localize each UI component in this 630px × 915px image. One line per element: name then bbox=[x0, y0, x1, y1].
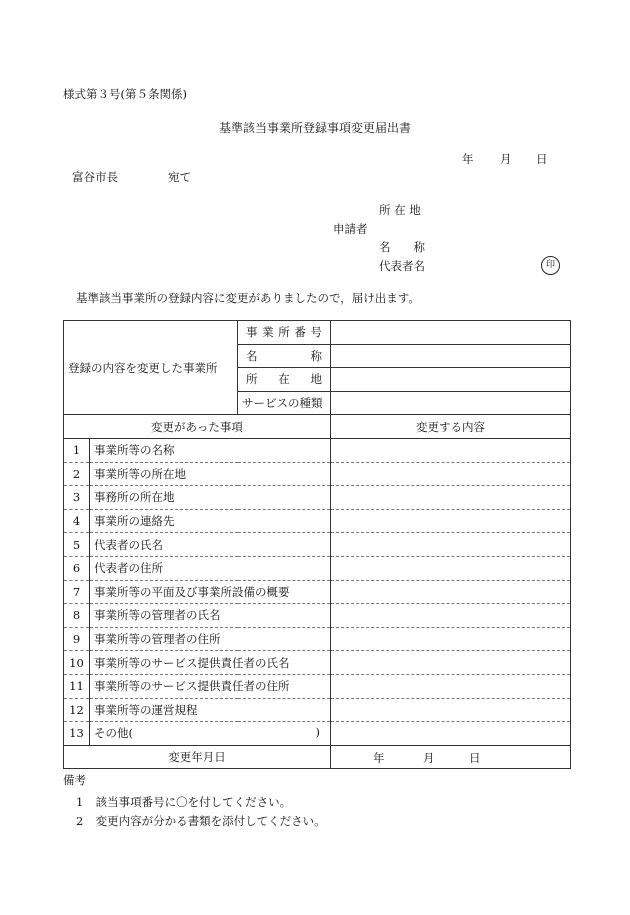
item-number[interactable]: 8 bbox=[64, 604, 90, 628]
changed-office-label: 登録の内容を変更した事業所 bbox=[64, 321, 238, 415]
statement-text: 基準該当事業所の登録内容に変更がありましたので，届け出ます。 bbox=[76, 291, 420, 305]
item-number[interactable]: 5 bbox=[64, 533, 90, 557]
item-number[interactable]: 3 bbox=[64, 486, 90, 510]
item-label: 事業所等の管理者の氏名 bbox=[90, 604, 331, 628]
date-month-label: 月 bbox=[500, 152, 512, 166]
item-label: 事務所の所在地 bbox=[90, 486, 331, 510]
table-row bbox=[64, 509, 571, 533]
note-item bbox=[76, 813, 326, 829]
date-year-label: 年 bbox=[462, 152, 474, 166]
service-type-label: サービスの種類 bbox=[238, 391, 331, 415]
change-date-year: 年 bbox=[373, 750, 385, 765]
applicant-label: 申請者 bbox=[333, 222, 368, 236]
applicant-address-label: 所 在 地 bbox=[379, 203, 421, 217]
change-date-field[interactable] bbox=[331, 745, 571, 769]
item-label: 代表者の住所 bbox=[90, 556, 331, 580]
table-row bbox=[64, 438, 571, 462]
change-date-month: 月 bbox=[423, 750, 435, 765]
item-label: 事業所等の所在地 bbox=[90, 462, 331, 486]
note-item bbox=[76, 794, 291, 810]
item-number[interactable]: 13 bbox=[64, 722, 90, 746]
item-content-field[interactable] bbox=[331, 438, 571, 462]
office-name-field[interactable] bbox=[331, 344, 571, 368]
item-content-field[interactable] bbox=[331, 580, 571, 604]
item-number[interactable]: 10 bbox=[64, 651, 90, 675]
applicant-name-label: 名 称 bbox=[379, 240, 425, 254]
item-content-field[interactable] bbox=[331, 627, 571, 651]
item-label: 事業所等の運営規程 bbox=[90, 698, 331, 722]
item-content-field[interactable] bbox=[331, 509, 571, 533]
office-address-label: 所 在 地 bbox=[238, 368, 331, 392]
item-number[interactable]: 1 bbox=[64, 438, 90, 462]
applicant-representative-label: 代表者名 bbox=[379, 259, 425, 273]
office-address-field[interactable] bbox=[331, 368, 571, 392]
note-number: 1 bbox=[76, 795, 84, 809]
item-label: 事業所等のサービス提供責任者の住所 bbox=[90, 674, 331, 698]
table-row bbox=[64, 722, 571, 746]
office-name-label: 名 称 bbox=[238, 344, 331, 368]
addressee bbox=[72, 169, 191, 185]
item-content-field[interactable] bbox=[331, 604, 571, 628]
item-number[interactable]: 9 bbox=[64, 627, 90, 651]
item-content-field[interactable] bbox=[331, 651, 571, 675]
item-number[interactable]: 2 bbox=[64, 462, 90, 486]
notes-title: 備考 bbox=[63, 773, 86, 787]
column-header-changed-items: 変更があった事項 bbox=[64, 415, 331, 439]
item-number[interactable]: 12 bbox=[64, 698, 90, 722]
service-type-field[interactable] bbox=[331, 391, 571, 415]
table-row bbox=[64, 556, 571, 580]
form-number: 様式第３号(第５条関係) bbox=[63, 87, 187, 101]
item-label: 事業所等のサービス提供責任者の氏名 bbox=[90, 651, 331, 675]
item-label: 事業所等の管理者の住所 bbox=[90, 627, 331, 651]
item-content-field[interactable] bbox=[331, 698, 571, 722]
office-number-label: 事 業 所 番 号 bbox=[238, 321, 331, 345]
note-text: 該当事項番号に〇を付してください。 bbox=[95, 795, 292, 809]
item-content-field[interactable] bbox=[331, 674, 571, 698]
item-number[interactable]: 6 bbox=[64, 556, 90, 580]
item-label: その他( bbox=[94, 726, 133, 741]
table-row bbox=[64, 533, 571, 557]
seal-mark: 印 bbox=[541, 256, 560, 275]
table-row bbox=[64, 674, 571, 698]
date-day-label: 日 bbox=[536, 152, 548, 166]
table-row bbox=[64, 698, 571, 722]
item-content-field[interactable] bbox=[331, 722, 571, 746]
item-label: 事業所等の平面及び事業所設備の概要 bbox=[90, 580, 331, 604]
document-title: 基準該当事業所登録事項変更届出書 bbox=[218, 121, 411, 135]
table-row bbox=[64, 651, 571, 675]
office-number-field[interactable] bbox=[331, 321, 571, 345]
table-row bbox=[64, 462, 571, 486]
item-other[interactable] bbox=[90, 722, 331, 746]
change-date-label: 変更年月日 bbox=[64, 745, 331, 769]
item-content-field[interactable] bbox=[331, 533, 571, 557]
item-content-field[interactable] bbox=[331, 486, 571, 510]
item-number[interactable]: 7 bbox=[64, 580, 90, 604]
item-label: 事業所の連絡先 bbox=[90, 509, 331, 533]
item-label: 事業所等の名称 bbox=[90, 438, 331, 462]
table-row bbox=[64, 604, 571, 628]
table-row bbox=[64, 627, 571, 651]
note-text: 変更内容が分かる書類を添付してください。 bbox=[95, 814, 326, 828]
item-number[interactable]: 11 bbox=[64, 674, 90, 698]
table-row bbox=[64, 486, 571, 510]
table-row bbox=[64, 580, 571, 604]
item-other-close: ) bbox=[315, 725, 320, 740]
column-header-new-content: 変更する内容 bbox=[331, 415, 571, 439]
item-label: 代表者の氏名 bbox=[90, 533, 331, 557]
note-number: 2 bbox=[76, 814, 84, 828]
addressee-suffix: 宛て bbox=[168, 170, 191, 184]
item-content-field[interactable] bbox=[331, 462, 571, 486]
addressee-name: 富谷市長 bbox=[72, 170, 118, 184]
item-number[interactable]: 4 bbox=[64, 509, 90, 533]
change-date-day: 日 bbox=[469, 750, 481, 765]
change-form-table bbox=[63, 320, 571, 769]
item-content-field[interactable] bbox=[331, 556, 571, 580]
